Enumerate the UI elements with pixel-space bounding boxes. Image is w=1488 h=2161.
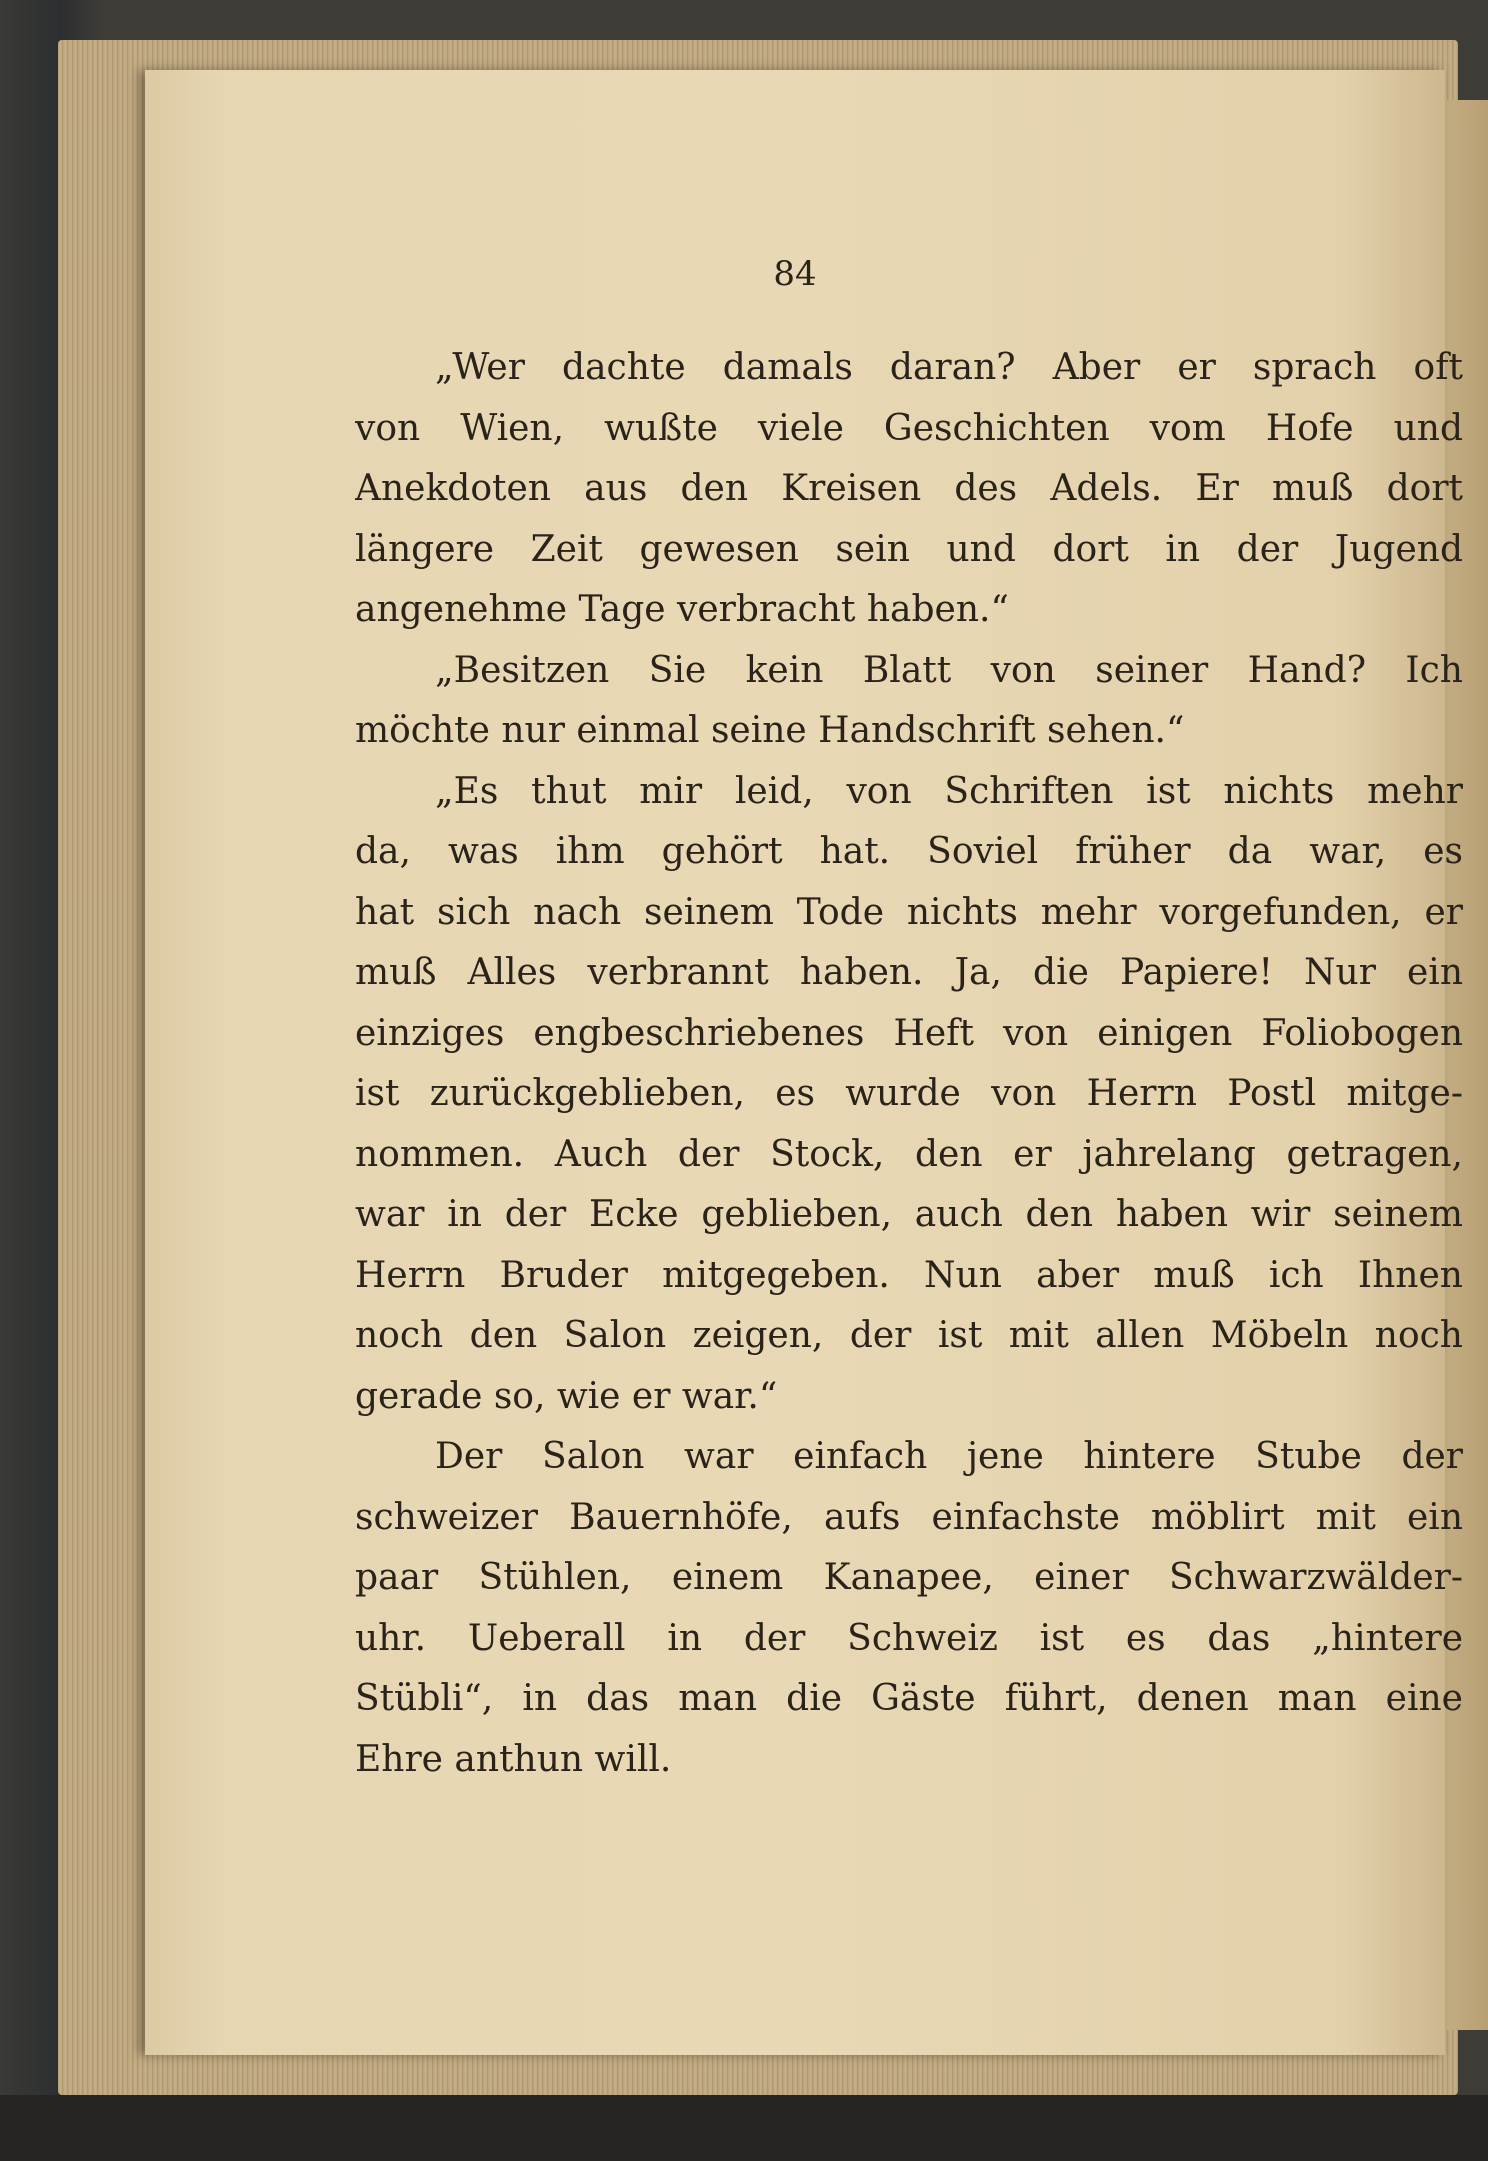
- text-line: muß Alles verbrannt haben. Ja, die Papiere! Nur ein: [355, 952, 1463, 993]
- text-line: schweizer Bauernhöfe, aufs einfachste möblirt mit ein: [355, 1496, 1463, 1538]
- text-line: Ehre anthun will.: [355, 1738, 672, 1780]
- text-line: war in der Ecke geblieben, auch den haben wir seinem: [355, 1194, 1463, 1235]
- text-line: einziges engbeschriebenes Heft von einigen Foliobogen: [355, 1012, 1463, 1054]
- text-line: längere Zeit gewesen sein und dort in der Jugend: [355, 528, 1463, 570]
- text-line: Stübli“, in das man die Gäste führt, denen man eine: [355, 1678, 1463, 1719]
- text-line: paar Stühlen, einem Kanapee, einer Schwarzwälder-: [355, 1557, 1463, 1598]
- text-line: gerade so, wie er war.“: [355, 1375, 778, 1417]
- text-line: „Wer dachte damals daran? Aber er sprach oft: [435, 347, 1463, 388]
- text-line: ist zurückgeblieben, es wurde von Herrn Postl mitge-: [355, 1073, 1463, 1114]
- text-line: uhr. Ueberall in der Schweiz ist es das „hintere: [355, 1617, 1463, 1659]
- text-line: da, was ihm gehört hat. Soviel früher da war, es: [355, 831, 1463, 872]
- text-line: „Besitzen Sie kein Blatt von seiner Hand? Ich: [435, 649, 1463, 691]
- text-line: „Es thut mir leid, von Schriften ist nichts mehr: [435, 770, 1463, 812]
- text-line: noch den Salon zeigen, der ist mit allen Möbeln noch: [355, 1315, 1463, 1356]
- book-bottom-edge: [0, 2095, 1488, 2161]
- text-line: angenehme Tage verbracht haben.“: [355, 589, 1009, 630]
- text-line: möchte nur einmal seine Handschrift sehen.“: [355, 710, 1185, 751]
- book-page: [145, 70, 1463, 2055]
- text-line: von Wien, wußte viele Geschichten vom Hofe und: [355, 407, 1463, 449]
- text-line: Anekdoten aus den Kreisen des Adels. Er muß dort: [355, 468, 1463, 509]
- page-number: 84: [773, 254, 817, 294]
- text-line: Der Salon war einfach jene hintere Stube der: [435, 1436, 1463, 1477]
- text-line: hat sich nach seinem Tode nichts mehr vorgefunden, er: [355, 891, 1463, 933]
- text-line: nommen. Auch der Stock, den er jahrelang getragen,: [355, 1133, 1463, 1175]
- text-line: Herrn Bruder mitgegeben. Nun aber muß ich Ihnen: [355, 1254, 1463, 1296]
- page-text: [355, 338, 1463, 1790]
